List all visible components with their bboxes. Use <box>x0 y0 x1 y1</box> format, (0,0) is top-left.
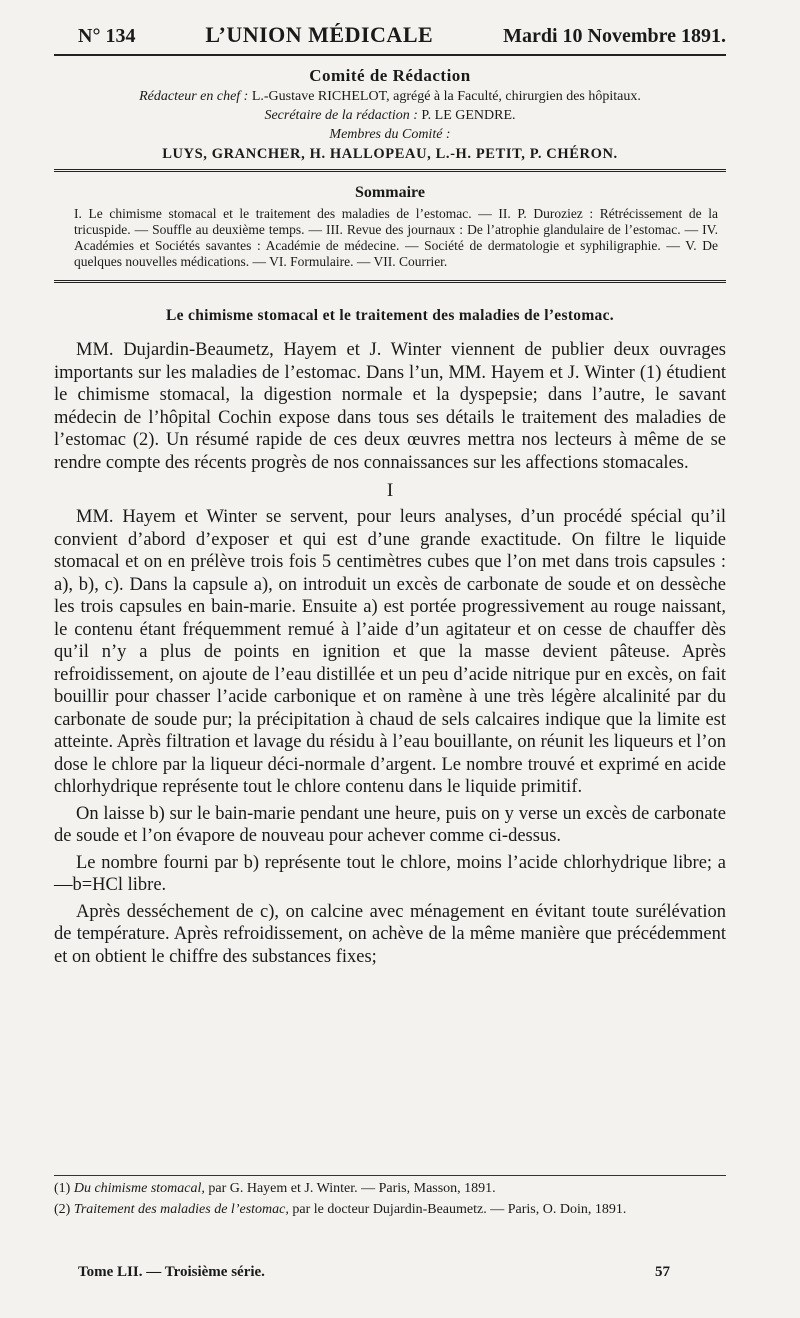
footnote-1-mark: (1) <box>54 1181 71 1196</box>
header-rule <box>54 54 726 56</box>
footnote-1 <box>54 1180 726 1198</box>
editor-line <box>54 89 726 105</box>
sommaire-title: Sommaire <box>355 184 425 201</box>
footnotes <box>54 1175 726 1222</box>
article-paragraph: On laisse b) sur le bain-marie pendant une heure, puis on y verse un excès de carbonate de soude et l’on évapore de nouveau pour achever comme ci-dessus. <box>54 803 726 846</box>
sommaire-text: I. Le chimisme stomacal et le traitement des maladies de l’estomac. — II. P. Duroziez : Rétrécissement de la tricuspide. — Souffle au deuxième temps. — III. Revue des journaux : De l’atrophie glandulaire de l’estomac. — IV. Académies et Sociétés savantes : Académie de médecine. — Société de dermatologie et syphiligraphie. — V. De quelques nouvelles médications. — VI. Formulaire. — VII. Courrier. <box>74 206 718 269</box>
secretary-label: Secrétaire de la rédaction : <box>264 108 418 123</box>
members-label-line <box>54 127 726 143</box>
page-header <box>54 22 726 48</box>
article-paragraph: Le nombre fourni par b) représente tout le chlore, moins l’acide chlorhydrique libre; a—b=HCl libre. <box>54 852 726 895</box>
footnote-1-rest: par G. Hayem et J. Winter. — Paris, Masson, 1891. <box>208 1181 496 1196</box>
page-number: 57 <box>655 1264 670 1280</box>
footnote-2-mark: (2) <box>54 1202 71 1217</box>
editor-label: Rédacteur en chef : <box>139 89 249 104</box>
secretary-line <box>54 108 726 124</box>
committee-title: Comité de Rédaction <box>309 66 471 85</box>
issue-number: N° 134 <box>78 25 136 47</box>
footnote-1-title: Du chimisme stomacal, <box>73 1181 205 1196</box>
article-intro: MM. Dujardin-Beaumetz, Hayem et J. Winter viennent de publier deux ouvrages importants sur les maladies de l’estomac. Dans l’un, MM. Hayem et J. Winter (1) étudient le chimisme stomacal, la digestion normale et la dyspepsie; dans l’autre, le savant médecin de l’hôpital Cochin expose dans tous ses détails le traitement des maladies de l’estomac (2). Un résumé rapide de ces deux œuvres mettra nos lecteurs à même de se rendre compte des récents progrès de nos connaissances sur les affections stomacales. <box>54 340 726 473</box>
issue-date: Mardi 10 Novembre 1891. <box>503 25 726 47</box>
article-paragraph: Après desséchement de c), on calcine avec ménagement en évitant toute surélévation de température. Après refroidissement, on achève de la même manière que précédemment et on obtient le chiffre des substances fixes; <box>54 901 726 967</box>
volume-info: Tome LII. — Troisième série. <box>78 1264 265 1280</box>
footnote-2-rest: par le docteur Dujardin-Beaumetz. — Paris, O. Doin, 1891. <box>292 1202 627 1217</box>
article-paragraph: MM. Hayem et Winter se servent, pour leurs analyses, d’un procédé spécial qu’il convient d’abord d’exposer et qui est d’une grande exactitude. On filtre le liquide stomacal et on en prélève trois fois 5 centimètres cubes que l’on met dans trois capsules : a), b), c). Dans la capsule a), on introduit un excès de carbonate de soude et on dessèche les trois capsules en bain-marie. Ensuite a) est portée progressivement au rouge naissant, le contenu étant fréquemment remué à l’aide d’un agitateur et on cesse de chauffer dès qu’il n’y a plus de points en ignition et que la masse devient pâteuse. Après refroidissement, on ajoute de l’eau distillée et un peu d’acide nitrique pur en excès, on fait bouillir pour chasser l’acide carbonique et on ramène à une très légère alcalinité par du carbonate de soude pur; la précipitation à chaud de sels calcaires indique que la limite est atteinte. Après filtration et lavage du résidu à l’eau bouillante, on réunit les liqueurs et l’on dose le chlore par la liqueur déci-normale d’argent. Le nombre trouvé et exprimé en acide chlorhydrique représente tout le chlore contenu dans le liquide primitif. <box>54 507 726 797</box>
footnote-2-title: Traitement des maladies de l’estomac, <box>73 1202 289 1217</box>
footnote-2 <box>54 1201 726 1219</box>
editorial-committee <box>54 66 726 163</box>
section-number: I <box>386 480 394 501</box>
editor-value: L.-Gustave RICHELOT, agrégé à la Faculté, chirurgien des hôpitaux. <box>251 89 641 104</box>
sommaire-rule <box>54 280 726 283</box>
article-title: Le chimisme stomacal et le traitement des maladies de l’estomac. <box>166 307 614 324</box>
committee-rule <box>54 169 726 172</box>
members-label: Membres du Comité : <box>329 127 451 142</box>
page-footer <box>78 1264 670 1281</box>
journal-title: L’UNION MÉDICALE <box>205 22 434 47</box>
article-body <box>54 339 726 968</box>
members-names: LUYS, GRANCHER, H. HALLOPEAU, L.-H. PETIT, P. CHÉRON. <box>162 146 618 162</box>
secretary-value: P. LE GENDRE. <box>421 108 516 123</box>
